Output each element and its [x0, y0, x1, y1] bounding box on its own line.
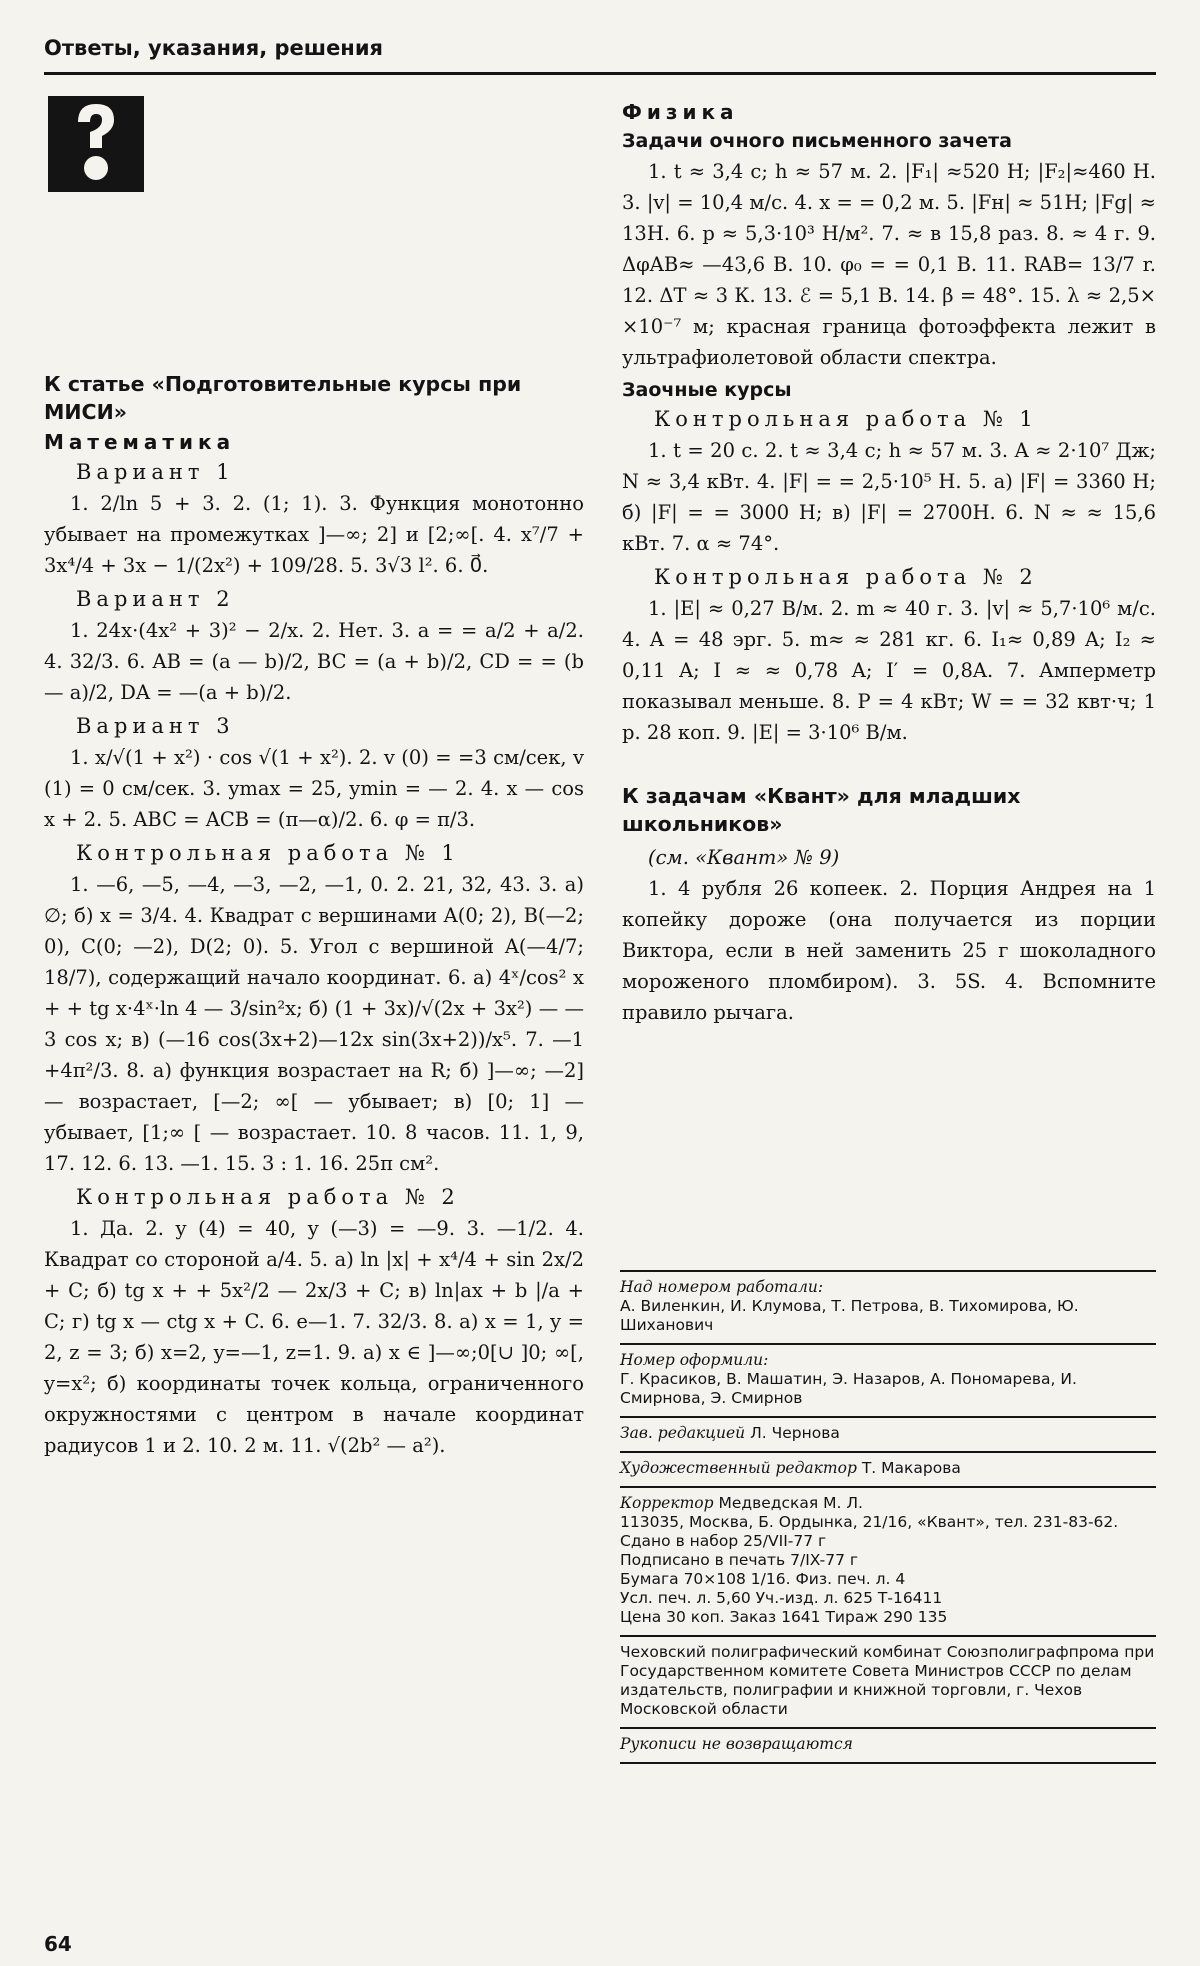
question-mark-logo-icon — [48, 96, 144, 192]
designed-names: Г. Красиков, В. Машатин, Э. Назаров, А. Пономарева, И. Смирнова, Э. Смирнов — [620, 1370, 1077, 1407]
variant1-answers: 1. 2/ln 5 + 3. 2. (1; 1). 3. Функция монотонно убывает на промежутках ]—∞; 2] и [2;∞[. 4. x⁷/7 + 3x⁴/4 + 3x − 1/(2x²) + 109/28. 5. 3√3 l². 6. 0⃗. — [44, 492, 584, 577]
math-kr2-title: Контрольная работа № 2 — [76, 1185, 460, 1209]
imprint — [620, 1270, 1156, 1764]
head-block — [620, 1416, 1156, 1451]
worked-label: Над номером работали: — [620, 1278, 824, 1296]
kvant-answers: 1. 4 рубля 26 копеек. 2. Порция Андрея на 1 копейку дороже (она получается из порции Виктора, если в ней заменить 25 г шоколадного мороженого пломбиром). 3. 5S. 4. Вспомните правило рычага. — [622, 877, 1156, 1024]
variant2-answers: 1. 24x·(4x² + 3)² − 2/x. 2. Нет. 3. a = = a/2 + a/2. 4. 32/3. 6. AB = (a — b)/2, BC = (a + b)/2, CD = = (b — a)/2, DA = —(a + b)/2. — [44, 619, 584, 704]
variant3-answers: 1. x/√(1 + x²) · cos √(1 + x²). 2. v (0) = =3 см/сек, v (1) = 0 см/сек. 3. ymax = 25, ymin = — 2. 4. x — cos x + 2. 5. ABC = ACB = (π—α)/2. 6. φ = π/3. — [44, 746, 584, 831]
art-block — [620, 1451, 1156, 1486]
printer-block — [620, 1635, 1156, 1727]
production-block — [620, 1486, 1156, 1635]
price: Цена 30 коп. Заказ 1641 Тираж 290 135 — [620, 1608, 948, 1626]
phys-kr2-answers: 1. |E| ≈ 0,27 В/м. 2. m ≈ 40 г. 3. |v| ≈ 5,7·10⁶ м/с. 4. A = 48 эрг. 5. m≈ ≈ 281 кг. 6. I₁≈ 0,89 A; I₂ ≈ 0,11 A; I ≈ ≈ 0,78 A; I′ = 0,8A. 7. Амперметр показывал меньше. 8. P = 4 кВт; W = = 32 квт·ч; 1 р. 28 коп. 9. |E| = 3·10⁶ В/м. — [622, 597, 1156, 744]
art-name: Т. Макарова — [861, 1459, 961, 1477]
math-kr2-answers: 1. Да. 2. y (4) = 40, y (—3) = —9. 3. —1/2. 4. Квадрат со стороной a/4. 5. а) ln |x| + x⁴/4 + sin 2x/2 + C; б) tg x + + 5x²/2 — 2x/3 + C; в) ln|ax + b |/a + C; г) tg x — ctg x + C. 6. e—1. 7. 32/3. 8. а) x = 1, y = 2, z = 3; б) x=2, y=—1, z=1. 9. а) x ∈ ]—∞;0[∪ ]0; ∞[, y=x²; б) координаты точек кольца, ограниченного окружностями с центром в начале координат радиусов 1 и 2. 10. 2 м. 11. √(2b² — a²). — [44, 1217, 584, 1457]
correspondence-title: Заочные курсы — [622, 379, 792, 401]
sheets: Усл. печ. л. 5,60 Уч.-изд. л. 625 Т-16411 — [620, 1589, 943, 1607]
math-kr1-title: Контрольная работа № 1 — [76, 841, 460, 865]
phys-kr1-title: Контрольная работа № 1 — [654, 407, 1038, 431]
paper: Бумага 70×108 1/16. Физ. печ. л. 4 — [620, 1570, 906, 1588]
manuscripts-block — [620, 1727, 1156, 1764]
head-label: Зав. редакцией — [620, 1424, 746, 1442]
head-name: Л. Чернова — [750, 1424, 840, 1442]
variant3-title: Вариант 3 — [76, 714, 235, 738]
address: 113035, Москва, Б. Ордынка, 21/16, «Квант», тел. 231-83-62. — [620, 1513, 1119, 1531]
kvant-title: К задачам «Квант» для младших школьников» — [622, 784, 1021, 836]
designed-label: Номер оформили: — [620, 1351, 769, 1369]
right-column — [622, 96, 1156, 1028]
subject-physics: Физика — [622, 100, 739, 124]
page-number: 64 — [44, 1932, 72, 1956]
signed: Подписано в печать 7/IX-77 г — [620, 1551, 858, 1569]
header-rule — [44, 72, 1156, 75]
exam-answers: 1. t ≈ 3,4 с; h ≈ 57 м. 2. |F₁| ≈520 Н; |F₂|≈460 Н. 3. |v| = 10,4 м/с. 4. x = = 0,2 м. 5. |Fн| ≈ 51Н; |Fg| ≈ 13Н. 6. p ≈ 5,3·10³ Н/м². 7. ≈ в 15,8 раз. 8. ≈ 4 г. 9. ΔφAB≈ —43,6 В. 10. φ₀ = = 0,1 В. 11. RAB= 13/7 r. 12. ΔT ≈ 3 К. 13. ℰ = 5,1 В. 14. β = 48°. 15. λ ≈ 2,5× ×10⁻⁷ м; красная граница фотоэффекта лежит в ультрафиолетовой области спектра. — [622, 160, 1156, 369]
printer: Чеховский полиграфический комбинат Союзполиграфпрома при Государственном комитете Совета Министров СССР по делам издательств, полиграфии и книжной торговли, г. Чехов Московской области — [620, 1643, 1155, 1718]
subject-math: Математика — [44, 430, 236, 454]
variant2-title: Вариант 2 — [76, 587, 235, 611]
manuscripts-note: Рукописи не возвращаются — [620, 1735, 853, 1753]
left-column — [44, 370, 584, 1461]
corrector-label: Корректор — [620, 1494, 714, 1512]
phys-kr2-title: Контрольная работа № 2 — [654, 565, 1038, 589]
corrector-name: Медведская М. Л. — [718, 1494, 863, 1512]
phys-kr1-answers: 1. t = 20 с. 2. t ≈ 3,4 с; h ≈ 57 м. 3. A ≈ 2·10⁷ Дж; N ≈ 3,4 кВт. 4. |F| = = 2,5·10⁵ Н. 5. а) |F| = 3360 Н; б) |F| = = 3000 Н; в) |F| = 2700Н. 6. N ≈ ≈ 15,6 кВт. 7. α ≈ 74°. — [622, 439, 1156, 555]
art-label: Художественный редактор — [620, 1459, 857, 1477]
variant1-title: Вариант 1 — [76, 460, 235, 484]
running-title: Ответы, указания, решения — [44, 36, 384, 60]
submitted: Сдано в набор 25/VII-77 г — [620, 1532, 827, 1550]
math-kr1-answers: 1. —6, —5, —4, —3, —2, —1, 0. 2. 21, 32, 43. 3. а) ∅; б) x = 3/4. 4. Квадрат с вершинами A(0; 2), B(—2; 0), C(0; —2), D(2; 0). 5. Угол с вершиной A(—4/7; 18/7), содержащий начало координат. 6. а) 4ˣ/cos² x + + tg x·4ˣ·ln 4 — 3/sin²x; б) (1 + 3x)/√(2x + 3x²) — —3 cos x; в) (—16 cos(3x+2)—12x sin(3x+2))/x⁵. 7. —1 +4π²/3. 8. а) функция возрастает на R; б) ]—∞; —2] — возрастает, [—2; ∞[ — убывает; в) [0; 1] — убывает, [1;∞ [ — возрастает. 10. 8 часов. 11. 1, 9, 17. 12. 6. 13. —1. 15. 3 : 1. 16. 25π см². — [44, 873, 584, 1175]
article-title: К статье «Подготовительные курсы при МИСИ» — [44, 372, 522, 424]
worked-block — [620, 1270, 1156, 1343]
kvant-reference: (см. «Квант» № 9) — [648, 846, 840, 869]
designed-block — [620, 1343, 1156, 1416]
worked-names: А. Виленкин, И. Клумова, Т. Петрова, В. Тихомирова, Ю. Шиханович — [620, 1297, 1079, 1334]
exam-title: Задачи очного письменного зачета — [622, 130, 1012, 152]
